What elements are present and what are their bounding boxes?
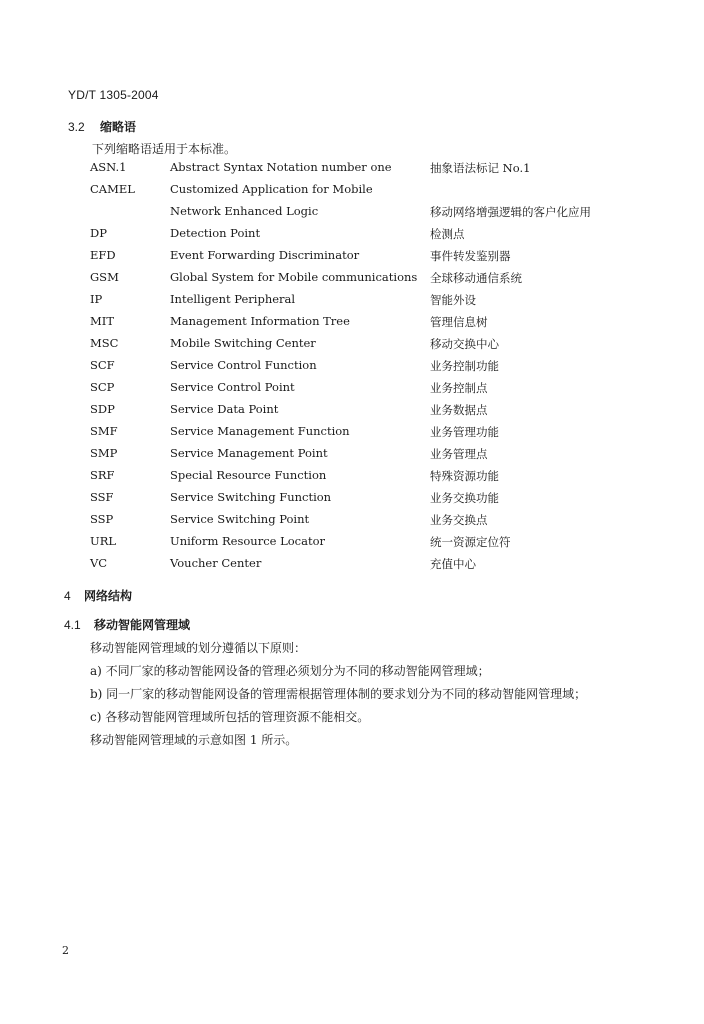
section-number: 4.1 bbox=[64, 618, 81, 632]
chinese-term-cell: 充值中心 bbox=[430, 557, 476, 571]
chinese-term-cell: 移动网络增强逻辑的客户化应用 bbox=[430, 205, 591, 219]
chinese-term-cell: 移动交换中心 bbox=[430, 337, 499, 351]
abbreviation-cell: SRF bbox=[90, 468, 115, 482]
abbreviation-cell: EFD bbox=[90, 248, 116, 262]
english-term-cell: Abstract Syntax Notation number one bbox=[170, 160, 392, 174]
section-number: 4 bbox=[64, 589, 71, 603]
english-term-cell: Service Management Function bbox=[170, 424, 350, 438]
table-row bbox=[0, 556, 704, 578]
chinese-term-cell: 业务控制功能 bbox=[430, 359, 499, 373]
chinese-term-cell: 管理信息树 bbox=[430, 315, 488, 329]
abbreviation-cell: SSF bbox=[90, 490, 114, 504]
chinese-term-cell: 业务数据点 bbox=[430, 403, 488, 417]
section-number: 3.2 bbox=[68, 120, 85, 134]
section-4-1-intro: 移动智能网管理域的划分遵循以下原则： bbox=[90, 641, 307, 655]
abbreviation-cell: DP bbox=[90, 226, 107, 240]
abbreviation-cell: MSC bbox=[90, 336, 119, 350]
english-term-cell: Service Management Point bbox=[170, 446, 328, 460]
table-row bbox=[0, 314, 704, 336]
abbreviation-cell: CAMEL bbox=[90, 182, 135, 196]
table-row bbox=[0, 182, 704, 204]
abbreviation-cell: MIT bbox=[90, 314, 114, 328]
section-3-2-heading bbox=[68, 118, 136, 135]
section-4-1-heading bbox=[64, 616, 190, 633]
abbreviation-cell: IP bbox=[90, 292, 103, 306]
table-row bbox=[0, 160, 704, 182]
abbreviation-cell: SSP bbox=[90, 512, 114, 526]
chinese-term-cell: 业务管理功能 bbox=[430, 425, 499, 439]
table-row bbox=[0, 292, 704, 314]
chinese-term-cell: 业务交换功能 bbox=[430, 491, 499, 505]
english-term-cell: Customized Application for Mobile bbox=[170, 182, 373, 196]
table-row bbox=[0, 358, 704, 380]
english-term-cell: Service Data Point bbox=[170, 402, 279, 416]
table-row bbox=[0, 380, 704, 402]
english-term-cell: Service Control Point bbox=[170, 380, 295, 394]
abbreviation-cell: SMP bbox=[90, 446, 118, 460]
principle-item: b) 同一厂家的移动智能网设备的管理需根据管理体制的要求划分为不同的移动智能网管理域； bbox=[90, 687, 587, 701]
page-number: 2 bbox=[62, 944, 69, 957]
english-term-cell: Management Information Tree bbox=[170, 314, 350, 328]
chinese-term-cell: 抽象语法标记 No.1 bbox=[430, 161, 531, 175]
chinese-term-cell: 特殊资源功能 bbox=[430, 469, 499, 483]
table-row bbox=[0, 402, 704, 424]
chinese-term-cell: 智能外设 bbox=[430, 293, 476, 307]
abbreviation-cell: SCF bbox=[90, 358, 115, 372]
table-row bbox=[0, 424, 704, 446]
english-term-cell: Network Enhanced Logic bbox=[170, 204, 319, 218]
english-term-cell: Intelligent Peripheral bbox=[170, 292, 296, 306]
chinese-term-cell: 全球移动通信系统 bbox=[430, 271, 522, 285]
abbreviation-cell: SCP bbox=[90, 380, 115, 394]
table-row bbox=[0, 270, 704, 292]
table-row bbox=[0, 226, 704, 248]
section-4-1-closing: 移动智能网管理域的示意如图 1 所示。 bbox=[90, 733, 298, 747]
english-term-cell: Special Resource Function bbox=[170, 468, 327, 482]
abbreviation-cell: ASN.1 bbox=[90, 160, 127, 174]
english-term-cell: Detection Point bbox=[170, 226, 261, 240]
english-term-cell: Uniform Resource Locator bbox=[170, 534, 326, 548]
table-row bbox=[0, 248, 704, 270]
english-term-cell: Service Switching Function bbox=[170, 490, 332, 504]
table-row bbox=[0, 512, 704, 534]
english-term-cell: Voucher Center bbox=[170, 556, 262, 570]
abbreviation-cell: SMF bbox=[90, 424, 118, 438]
table-row bbox=[0, 490, 704, 512]
section-title: 缩略语 bbox=[100, 120, 137, 134]
principle-item: a) 不同厂家的移动智能网设备的管理必须划分为不同的移动智能网管理域； bbox=[90, 664, 490, 678]
principle-item: c) 各移动智能网管理域所包括的管理资源不能相交。 bbox=[90, 710, 370, 724]
english-term-cell: Event Forwarding Discriminator bbox=[170, 248, 360, 262]
table-row bbox=[0, 534, 704, 556]
section-title: 网络结构 bbox=[84, 589, 133, 603]
chinese-term-cell: 业务管理点 bbox=[430, 447, 488, 461]
english-term-cell: Service Switching Point bbox=[170, 512, 310, 526]
table-row bbox=[0, 204, 704, 226]
english-term-cell: Global System for Mobile communications bbox=[170, 270, 418, 284]
table-row bbox=[0, 468, 704, 490]
table-row bbox=[0, 446, 704, 468]
abbreviation-cell: VC bbox=[90, 556, 108, 570]
english-term-cell: Service Control Function bbox=[170, 358, 317, 372]
abbreviation-cell: URL bbox=[90, 534, 116, 548]
abbreviation-cell: GSM bbox=[90, 270, 119, 284]
chinese-term-cell: 业务控制点 bbox=[430, 381, 488, 395]
section-4-heading bbox=[64, 587, 132, 604]
abbreviation-cell: SDP bbox=[90, 402, 115, 416]
chinese-term-cell: 统一资源定位符 bbox=[430, 535, 511, 549]
chinese-term-cell: 业务交换点 bbox=[430, 513, 488, 527]
english-term-cell: Mobile Switching Center bbox=[170, 336, 316, 350]
section-3-2-intro: 下列缩略语适用于本标准。 bbox=[92, 142, 237, 156]
chinese-term-cell: 检测点 bbox=[430, 227, 465, 241]
section-title: 移动智能网管理域 bbox=[94, 618, 191, 632]
table-row bbox=[0, 336, 704, 358]
chinese-term-cell: 事件转发鉴别器 bbox=[430, 249, 511, 263]
document-id: YD/T 1305-2004 bbox=[68, 88, 159, 102]
